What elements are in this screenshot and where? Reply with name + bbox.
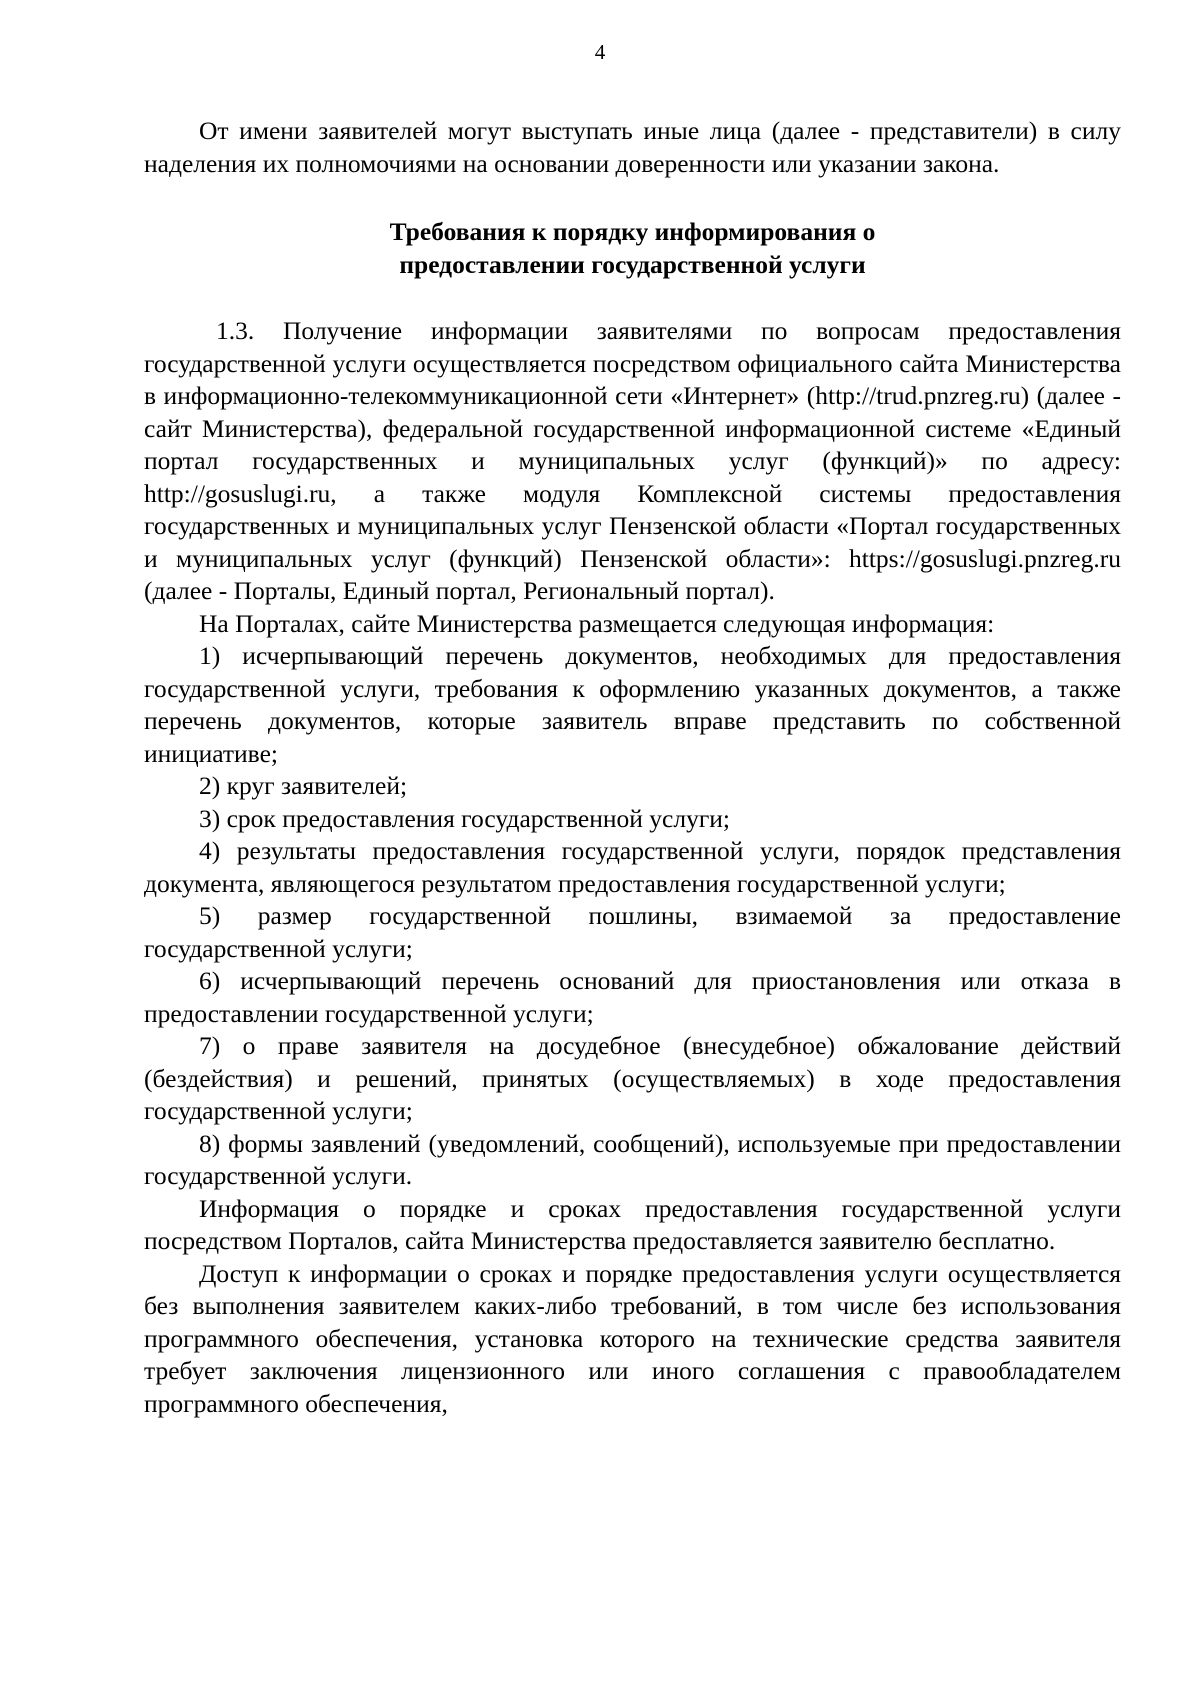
section-heading-line-2: предоставлении государственной услуги xyxy=(399,250,866,279)
list-item: 5) размер государственной пошлины, взимаемой за предоставление государственной услуги; xyxy=(144,901,1121,963)
paragraph-portal-info: На Порталах, сайте Министерства размещается следующая информация: xyxy=(199,608,995,638)
section-heading xyxy=(144,215,1121,281)
list-item: 8) формы заявлений (уведомлений, сообщений), используемые при предоставлении государственной услуги. xyxy=(144,1128,1121,1190)
paragraph-access: Доступ к информации о сроках и порядке предоставления услуги осуществляется без выполнения заявителем каких-либо требований, в том числе без использования программного обеспечения, установка которого на технические средства заявителя требует заключения лицензионного или иного соглашения с правообладателем программного обеспечения, xyxy=(144,1258,1121,1418)
paragraph-1-3: 1.3. Получение информации заявителями по вопросам предоставления государственной услуги осуществляется посредством официального сайта Министерства в информационно-телекоммуникационной сети «Интернет» (http://trud.pnzreg.ru) (далее - сайт Министерства), федеральной государственной информационной системе «Единый портал государственных и муниципальных услуг (функций)» по адресу: http://gosuslugi.ru, а также модуля Комплексной системы предоставления государственных и муниципальных услуг Пензенской области «Портал государственных и муниципальных услуг (функций) Пензенской области»: https://gosuslugi.pnzreg.ru (далее - Порталы, Единый портал, Региональный портал). xyxy=(144,316,1121,605)
list-item: 2) круг заявителей; xyxy=(199,771,408,800)
list-item: 1) исчерпывающий перечень документов, необходимых для предоставления государственной услуги, требования к оформлению указанных документов, а также перечень документов, которые заявитель вправе представить по собственной инициативе; xyxy=(144,641,1121,768)
paragraph-free-info: Информация о порядке и сроках предоставления государственной услуги посредством Порталов, сайта Министерства предоставляется заявителю бесплатно. xyxy=(144,1193,1121,1255)
document-body xyxy=(144,115,1121,1420)
page-number: 4 xyxy=(594,40,606,64)
list-item: 7) о праве заявителя на досудебное (внесудебное) обжалование действий (бездействия) и решений, принятых (осуществляемых) в ходе предоставления государственной услуги; xyxy=(144,1031,1121,1125)
paragraph-representatives: От имени заявителей могут выступать иные лица (далее - представители) в силу наделения их полномочиями на основании доверенности или указании закона. xyxy=(144,116,1121,178)
list-item: 3) срок предоставления государственной услуги; xyxy=(199,803,731,833)
list-item: 4) результаты предоставления государственной услуги, порядок представления документа, являющегося результатом предоставления государственной услуги; xyxy=(144,836,1121,898)
list-item: 6) исчерпывающий перечень оснований для приостановления или отказа в предоставлении государственной услуги; xyxy=(144,966,1121,1028)
section-heading-line-1: Требования к порядку информирования о xyxy=(389,217,876,246)
